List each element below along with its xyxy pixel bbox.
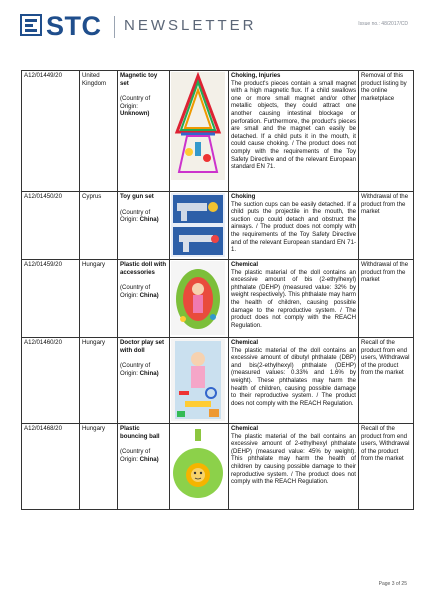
newsletter-header	[20, 11, 410, 52]
product-image-cell	[170, 192, 229, 260]
risk-description: The plastic material of the doll contains an excessive amount of bis (2-ethylhexyl) phthalate (DEHP) (measured value: 32% by weight respectively). This phthalate may harm the health of children, causing possible damage to the reproductive system. / The product does not comply with the REACH Regulation.	[231, 268, 356, 329]
page-number: Page 3 of 25	[378, 581, 407, 587]
product-image-cell	[170, 424, 229, 510]
header-divider	[114, 16, 115, 38]
ref-cell: A12/01450/20	[22, 192, 80, 260]
ref-cell: A12/01449/20	[22, 71, 80, 192]
table-row	[22, 260, 414, 338]
table-row	[22, 192, 414, 260]
issue-number: Issue no.: 48/2017/CD	[358, 21, 408, 27]
product-name: Doctor play set with doll	[120, 339, 165, 354]
risk-cell	[229, 338, 359, 424]
product-cell	[118, 260, 170, 338]
product-cell	[118, 338, 170, 424]
country-cell: Hungary	[80, 424, 118, 510]
country-cell: United Kingdom	[80, 71, 118, 192]
risk-description: The plastic material of the doll contains an excessive amount of dibutyl phthalate (DBP) and bis(2-ethylhexyl) phthalate (DEHP) (measured values: 0.33% and 1.6% by weight). These phthalates may harm the health of children, causing possible damage to their reproductive system. / The product does not comply with the REACH Regulation.	[231, 346, 356, 407]
risk-type: Choking, Injuries	[231, 72, 281, 79]
origin-info: (Country of Origin: China)	[120, 448, 159, 463]
table-row	[22, 424, 414, 510]
product-image-cell	[170, 338, 229, 424]
risk-description: The product's pieces contain a small magnet with a high magnetic flux. If a child swallows one or more small magnet and/or other metallic objects, they could attract one another causing intestinal blockage or perforation. Furthermore, the product's pieces are small and the magnet can easily be detached. If a child puts it in the mouth, it could cause choking. / The product does not comply with the requirements of the Toy Safety Directive and of the relevant European standard EN 71.	[231, 79, 356, 171]
ref-cell: A12/01459/20	[22, 260, 80, 338]
product-image-cell	[170, 71, 229, 192]
toy-gun-image	[171, 193, 225, 257]
stc-logo-icon	[20, 14, 42, 36]
ref-cell: A12/01468/20	[22, 424, 80, 510]
risk-type: Choking	[231, 193, 256, 200]
product-name: Plastic doll with accessories	[120, 261, 167, 276]
product-cell	[118, 424, 170, 510]
origin-info: (Country of Origin: China)	[120, 362, 159, 377]
origin-info: (Country of Origin: China)	[120, 284, 159, 299]
product-name: Toy gun set	[120, 193, 154, 200]
risk-description: The plastic material of the ball contains an excessive amount of 2-ethylhexyl phthalate (DEHP) (measured value: 45% by weight). This phthalate may harm the health of children by causing possible damage to their reproductive system. / The product does not comply with the REACH Regulation.	[231, 432, 356, 486]
risk-cell	[229, 71, 359, 192]
risk-cell	[229, 424, 359, 510]
risk-type: Chemical	[231, 261, 259, 268]
origin-info: (Country of Origin: China)	[120, 208, 159, 224]
doctor-play-set-image	[171, 339, 225, 421]
magnetic-toy-image	[171, 72, 225, 180]
table-row	[22, 338, 414, 424]
measure-cell: Withdrawal of the product from the market	[359, 260, 414, 338]
ref-cell: A12/01460/20	[22, 338, 80, 424]
table-row	[22, 71, 414, 192]
origin-info: (Country of Origin: Unknown)	[120, 95, 151, 118]
risk-cell	[229, 260, 359, 338]
country-cell: Hungary	[80, 338, 118, 424]
risk-type: Chemical	[231, 425, 259, 432]
product-name: Magnetic toy set	[120, 72, 158, 87]
measure-cell: Recall of the product from end users, Withdrawal of the product from the market	[359, 424, 414, 510]
product-cell	[118, 192, 170, 260]
newsletter-title: NEWSLETTER	[124, 17, 257, 34]
product-alert-table	[21, 70, 414, 510]
risk-cell	[229, 192, 359, 260]
risk-type: Chemical	[231, 339, 259, 346]
product-cell	[118, 71, 170, 192]
country-cell: Cyprus	[80, 192, 118, 260]
product-name: Plastic bouncing ball	[120, 425, 160, 440]
risk-description: The suction cups can be easily detached. If a child puts the projectile in the mouth, the suction cup could detach and obstruct the airways. / The product does not comply with the requirements of the Toy Safety Directive and of the relevant European standard EN 71-1.	[231, 200, 356, 254]
measure-cell: Recall of the product from end users, Withdrawal of the product from the market	[359, 338, 414, 424]
country-cell: Hungary	[80, 260, 118, 338]
logo-text: STC	[46, 11, 102, 41]
product-image-cell	[170, 260, 229, 338]
measure-cell: Withdrawal of the product from the market	[359, 192, 414, 260]
measure-cell: Removal of this product listing by the online marketplace	[359, 71, 414, 192]
bouncing-ball-image	[171, 425, 225, 507]
plastic-doll-image	[171, 261, 225, 335]
